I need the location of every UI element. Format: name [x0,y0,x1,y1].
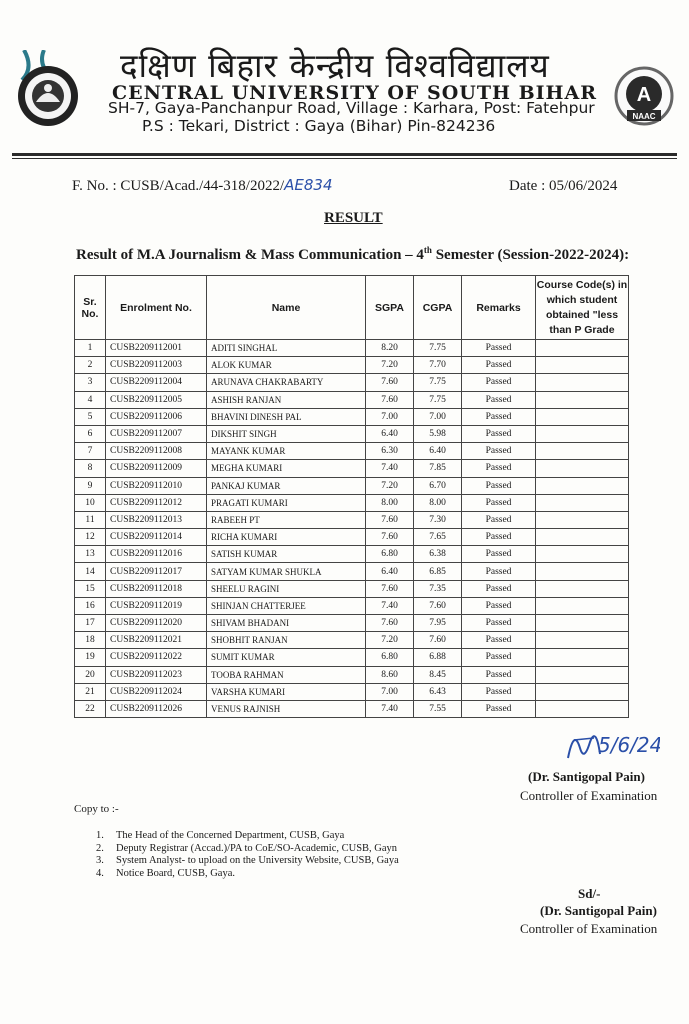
signatory-name: (Dr. Santigopal Pain) [528,769,645,784]
cell-remarks: Passed [462,563,536,580]
cell-name: SUMIT KUMAR [207,649,366,666]
cell-name: SATISH KUMAR [207,546,366,563]
table-body [75,340,629,718]
cell-sgpa: 6.80 [366,649,414,666]
cell-enrolment: CUSB2209112012 [106,494,207,511]
table-row [75,700,629,717]
cell-cgpa: 6.85 [414,563,462,580]
cell-cgpa: 8.00 [414,494,462,511]
cell-cgpa: 7.85 [414,460,462,477]
table-row [75,443,629,460]
address-line-2: P.S : Tekari, District : Gaya (Bihar) Pin-824236 [142,117,496,135]
subtitle-main: Result of M.A Journalism & Mass Communication – 4 [76,247,424,263]
university-logo [14,50,80,128]
cell-name: TOOBA RAHMAN [207,666,366,683]
column-header-srno: Sr. No. [75,276,106,340]
cell-name: SHEELU RAGINI [207,580,366,597]
cell-sgpa: 7.60 [366,374,414,391]
cell-cgpa: 7.70 [414,357,462,374]
cell-enrolment: CUSB2209112013 [106,511,207,528]
cell-enrolment: CUSB2209112009 [106,460,207,477]
cell-srno: 16 [75,597,106,614]
cell-enrolment: CUSB2209112004 [106,374,207,391]
cell-cgpa: 7.60 [414,597,462,614]
cell-enrolment: CUSB2209112019 [106,597,207,614]
column-header-sgpa: SGPA [366,276,414,340]
footer-signatory-title: Controller of Examination [520,921,658,936]
table-row [75,408,629,425]
cell-course-codes [536,443,629,460]
cell-cgpa: 7.95 [414,615,462,632]
cell-remarks: Passed [462,494,536,511]
column-header-name: Name [207,276,366,340]
cell-remarks: Passed [462,340,536,357]
cell-remarks: Passed [462,615,536,632]
cell-sgpa: 6.80 [366,546,414,563]
table-row [75,580,629,597]
cell-enrolment: CUSB2209112014 [106,529,207,546]
cell-course-codes [536,425,629,442]
table-row [75,563,629,580]
cell-enrolment: CUSB2209112022 [106,649,207,666]
result-subtitle [76,245,629,264]
cell-course-codes [536,615,629,632]
cell-sgpa: 7.20 [366,357,414,374]
cell-sgpa: 7.00 [366,408,414,425]
table-header-row [75,276,629,340]
table-row [75,494,629,511]
cell-remarks: Passed [462,597,536,614]
cell-remarks: Passed [462,425,536,442]
table-row [75,511,629,528]
cell-name: MAYANK KUMAR [207,443,366,460]
cell-course-codes [536,357,629,374]
cell-name: SHOBHIT RANJAN [207,632,366,649]
cell-cgpa: 6.43 [414,683,462,700]
cell-course-codes [536,511,629,528]
cell-cgpa: 6.38 [414,546,462,563]
cell-remarks: Passed [462,374,536,391]
cell-course-codes [536,683,629,700]
naac-badge [613,64,675,130]
cell-course-codes [536,632,629,649]
cell-name: SHIVAM BHADANI [207,615,366,632]
cell-remarks: Passed [462,477,536,494]
cell-name: ASHISH RANJAN [207,391,366,408]
cell-name: PRAGATI KUMARI [207,494,366,511]
cell-srno: 17 [75,615,106,632]
cell-sgpa: 7.40 [366,700,414,717]
cell-course-codes [536,666,629,683]
cell-sgpa: 7.60 [366,511,414,528]
cell-srno: 20 [75,666,106,683]
cell-cgpa: 7.30 [414,511,462,528]
cell-enrolment: CUSB2209112023 [106,666,207,683]
column-header-remarks: Remarks [462,276,536,340]
cell-course-codes [536,563,629,580]
cell-sgpa: 7.40 [366,460,414,477]
cell-cgpa: 8.45 [414,666,462,683]
cell-remarks: Passed [462,443,536,460]
cell-remarks: Passed [462,529,536,546]
table-row [75,391,629,408]
cell-enrolment: CUSB2209112010 [106,477,207,494]
table-row [75,357,629,374]
cell-srno: 10 [75,494,106,511]
cell-enrolment: CUSB2209112017 [106,563,207,580]
table-row [75,632,629,649]
cell-name: DIKSHIT SINGH [207,425,366,442]
table-row [75,477,629,494]
cell-sgpa: 7.60 [366,580,414,597]
cell-course-codes [536,597,629,614]
cell-cgpa: 7.75 [414,374,462,391]
university-name-hindi: दक्षिण बिहार केन्द्रीय विश्वविद्यालय [120,46,550,85]
header-divider-thin [12,158,677,159]
table-row [75,649,629,666]
naac-label: NAAC [632,112,656,121]
cell-remarks: Passed [462,700,536,717]
copy-to-label: Copy to :- [74,803,119,815]
cell-name: VARSHA KUMARI [207,683,366,700]
cell-cgpa: 6.40 [414,443,462,460]
cell-sgpa: 8.60 [366,666,414,683]
cell-course-codes [536,391,629,408]
result-heading: RESULT [324,210,383,226]
cell-name: BHAVINI DINESH PAL [207,408,366,425]
cell-sgpa: 8.00 [366,494,414,511]
table-row [75,374,629,391]
cell-course-codes [536,477,629,494]
table-row [75,546,629,563]
cell-srno: 15 [75,580,106,597]
university-name-english: CENTRAL UNIVERSITY OF SOUTH BIHAR [112,82,598,104]
cell-srno: 19 [75,649,106,666]
cell-remarks: Passed [462,391,536,408]
cell-course-codes [536,546,629,563]
cell-course-codes [536,700,629,717]
list-item: 3. System Analyst- to upload on the University Website, CUSB, Gaya [96,855,399,866]
cell-name: MEGHA KUMARI [207,460,366,477]
cell-cgpa: 7.35 [414,580,462,597]
copy-to-list [96,830,399,880]
list-item: 2. Deputy Registrar (Accad.)/PA to CoE/SO-Academic, CUSB, Gayn [96,842,398,854]
cell-sgpa: 6.40 [366,563,414,580]
cell-enrolment: CUSB2209112005 [106,391,207,408]
file-number-text: F. No. : CUSB/Acad./44-318/2022/ [72,178,285,194]
naac-grade-letter: A [636,84,652,106]
document-date: Date : 05/06/2024 [509,178,618,194]
cell-course-codes [536,460,629,477]
cell-enrolment: CUSB2209112026 [106,700,207,717]
cell-remarks: Passed [462,546,536,563]
cell-srno: 12 [75,529,106,546]
column-header-course-codes: Course Code(s) in which student obtained "less than P Grade [536,276,629,340]
cell-sgpa: 7.40 [366,597,414,614]
cell-name: ALOK KUMAR [207,357,366,374]
cell-sgpa: 7.60 [366,391,414,408]
cell-name: RABEEH PT [207,511,366,528]
signatory-title: Controller of Examination [520,788,658,803]
result-table [74,275,629,718]
cell-remarks: Passed [462,357,536,374]
cell-srno: 8 [75,460,106,477]
cell-remarks: Passed [462,460,536,477]
cell-cgpa: 7.75 [414,391,462,408]
subtitle-rest: Semester (Session-2022-2024): [431,247,630,263]
footer-signatory-name: (Dr. Santigopal Pain) [540,903,657,918]
cell-enrolment: CUSB2209112021 [106,632,207,649]
column-header-enrolment: Enrolment No. [106,276,207,340]
cell-remarks: Passed [462,632,536,649]
cell-course-codes [536,529,629,546]
cell-name: PANKAJ KUMAR [207,477,366,494]
cell-srno: 5 [75,408,106,425]
cell-name: ADITI SINGHAL [207,340,366,357]
cell-srno: 14 [75,563,106,580]
cell-sgpa: 7.00 [366,683,414,700]
header-divider [12,153,677,156]
cell-enrolment: CUSB2209112003 [106,357,207,374]
cell-sgpa: 8.20 [366,340,414,357]
cell-srno: 3 [75,374,106,391]
cell-srno: 2 [75,357,106,374]
cell-name: RICHA KUMARI [207,529,366,546]
cell-sgpa: 7.20 [366,632,414,649]
cell-sgpa: 6.30 [366,443,414,460]
cell-sgpa: 6.40 [366,425,414,442]
cell-srno: 1 [75,340,106,357]
cell-name: ARUNAVA CHAKRABARTY [207,374,366,391]
cell-cgpa: 7.65 [414,529,462,546]
address-line-1: SH-7, Gaya-Panchanpur Road, Village : Karhara, Post: Fatehpur [108,99,595,117]
cell-sgpa: 7.60 [366,615,414,632]
cell-remarks: Passed [462,511,536,528]
cell-enrolment: CUSB2209112006 [106,408,207,425]
cell-cgpa: 7.00 [414,408,462,425]
cell-srno: 4 [75,391,106,408]
signed-mark: Sd/- [578,886,601,901]
list-item: 1. The Head of the Concerned Department, CUSB, Gaya [96,830,345,841]
table-row [75,460,629,477]
cell-course-codes [536,374,629,391]
cell-cgpa: 7.55 [414,700,462,717]
cell-course-codes [536,340,629,357]
cell-srno: 22 [75,700,106,717]
cell-srno: 11 [75,511,106,528]
cell-cgpa: 7.75 [414,340,462,357]
cell-cgpa: 7.60 [414,632,462,649]
cell-sgpa: 7.60 [366,529,414,546]
cell-enrolment: CUSB2209112024 [106,683,207,700]
table-row [75,340,629,357]
cell-enrolment: CUSB2209112016 [106,546,207,563]
cell-remarks: Passed [462,649,536,666]
cell-enrolment: CUSB2209112018 [106,580,207,597]
cell-srno: 18 [75,632,106,649]
cell-remarks: Passed [462,408,536,425]
cell-course-codes [536,494,629,511]
cell-name: SATYAM KUMAR SHUKLA [207,563,366,580]
cell-cgpa: 6.88 [414,649,462,666]
cell-course-codes [536,649,629,666]
table-row [75,529,629,546]
file-number-handwritten: AE834 [284,176,333,194]
cell-cgpa: 6.70 [414,477,462,494]
signature-date: 5/6/24 [598,733,660,757]
table-row [75,597,629,614]
table-row [75,615,629,632]
cell-enrolment: CUSB2209112001 [106,340,207,357]
subtitle-superscript: th [423,245,432,255]
table-row [75,425,629,442]
cell-remarks: Passed [462,683,536,700]
cell-srno: 21 [75,683,106,700]
cell-sgpa: 7.20 [366,477,414,494]
cell-srno: 7 [75,443,106,460]
cell-srno: 9 [75,477,106,494]
cell-remarks: Passed [462,666,536,683]
cell-name: SHINJAN CHATTERJEE [207,597,366,614]
table-row [75,683,629,700]
file-number [72,176,333,195]
column-header-cgpa: CGPA [414,276,462,340]
table-row [75,666,629,683]
handwritten-signature [560,718,660,773]
cell-enrolment: CUSB2209112020 [106,615,207,632]
list-item: 4. Notice Board, CUSB, Gaya. [96,867,235,879]
cell-course-codes [536,408,629,425]
cell-enrolment: CUSB2209112007 [106,425,207,442]
cell-remarks: Passed [462,580,536,597]
cell-course-codes [536,580,629,597]
cell-enrolment: CUSB2209112008 [106,443,207,460]
cell-name: VENUS RAJNISH [207,700,366,717]
cell-srno: 6 [75,425,106,442]
cell-cgpa: 5.98 [414,425,462,442]
cell-srno: 13 [75,546,106,563]
